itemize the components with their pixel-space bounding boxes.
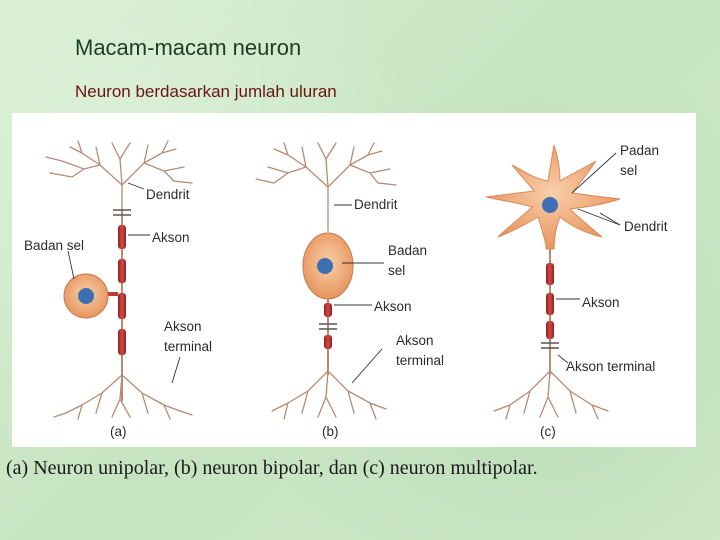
panel-b-akson-terminal-label-1: Akson (396, 333, 434, 348)
panel-c-multipolar (486, 143, 668, 439)
panel-a-akson-label: Akson (152, 230, 190, 245)
panel-c-akson-terminal-label: Akson terminal (566, 359, 656, 374)
figure-caption: (a) Neuron unipolar, (b) neuron bipolar, dan (c) neuron multipolar. (6, 457, 538, 479)
panel-a-nucleus (78, 288, 94, 304)
panel-a-letter: (a) (110, 424, 127, 439)
panel-b-letter: (b) (322, 424, 339, 439)
panel-c-myelin-sheath (546, 263, 554, 339)
slide-subtitle: Neuron berdasarkan jumlah uluran (75, 82, 337, 101)
panel-a-badan-sel-label: Badan sel (24, 238, 85, 253)
panel-c-padan-label: Padan (620, 143, 660, 158)
panel-b-bipolar (256, 143, 444, 439)
neuron-diagram (12, 113, 696, 447)
panel-c-sel-label: sel (620, 163, 638, 178)
panel-b-sel-label: sel (388, 263, 406, 278)
panel-a-akson-terminal-label-1: Akson (164, 319, 202, 334)
panel-b-akson-label: Akson (374, 299, 412, 314)
panel-a-unipolar (24, 141, 212, 439)
panel-a-dendrit-label: Dendrit (146, 187, 190, 202)
panel-c-cell-body (486, 145, 620, 249)
slide-title: Macam-macam neuron (75, 35, 302, 60)
panel-c-akson-label: Akson (582, 295, 620, 310)
panel-b-nucleus (317, 258, 333, 274)
neuron-diagram-svg (12, 113, 696, 447)
panel-c-letter: (c) (540, 424, 556, 439)
panel-b-dendrit-label: Dendrit (354, 197, 398, 212)
panel-a-akson-terminal-label-2: terminal (164, 339, 213, 354)
panel-c-dendrit-label: Dendrit (624, 219, 668, 234)
panel-c-axon-terminals (494, 371, 608, 419)
panel-b-akson-terminal-label-2: terminal (396, 353, 445, 368)
panel-b-badan-label: Badan (388, 243, 428, 258)
panel-b-dendrites (256, 143, 396, 231)
panel-c-nucleus (542, 197, 558, 213)
